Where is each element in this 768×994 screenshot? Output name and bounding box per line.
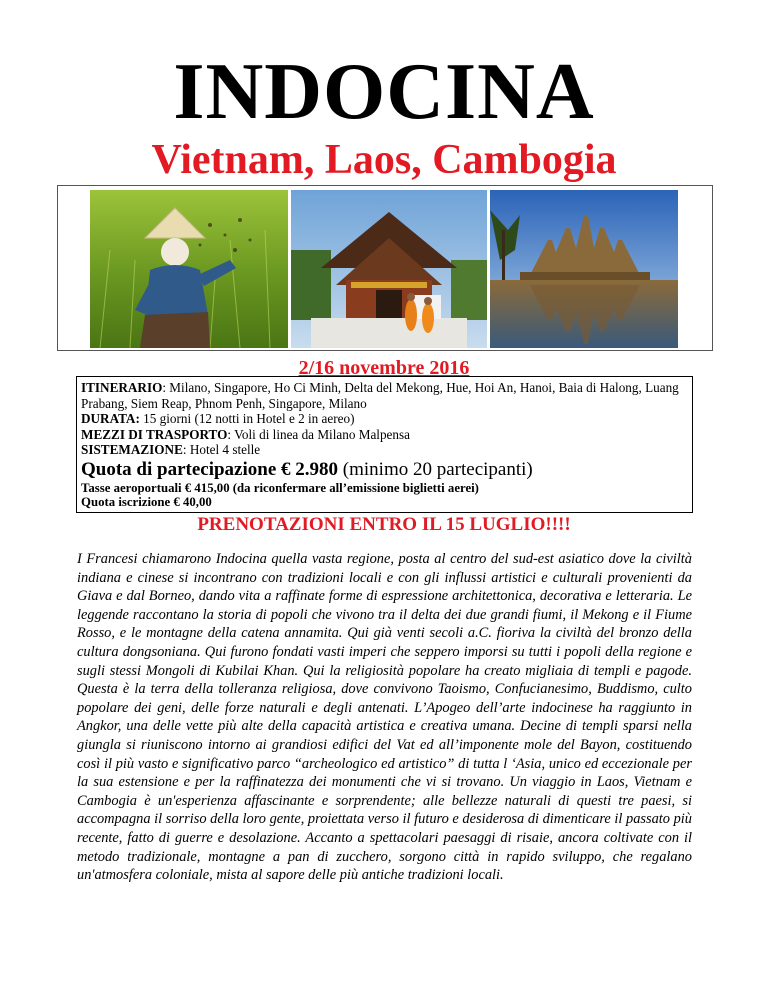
description-paragraph: I Francesi chiamarono Indocina quella vasta regione, posta al centro del sud-est asiatico dove la civiltà indiana e cinese si incontrano con tradizioni locali e con gli influssi artistici e culturali provenienti da Giava e dal Borneo, dando vita a raffinate forme di espressione architettonica, decorativa e letteraria. Le leggende raccontano la storia di popoli che vivono tra il delta dei due grandi fiumi, il Mekong e il Fiume Rosso, e le montagne della catena annamita. Qui già venti secoli a.C. fioriva la civiltà del bronzo della cultura dongsoniana. Qui furono fondati vasti imperi che seppero imporsi su tutti i popoli della regione e sugli stessi Mongoli di Kubilai Khan. Qui la religiosità popolare ha creato migliaia di templi e pagode. Questa è la terra della tolleranza religiosa, dove convivono Taoismo, Confucianesimo, Buddismo, culto popolare dei geni, delle forze naturali e degli antenati. L’Apogeo dell’arte indocinese ha raggiunto in Angkor, una delle vette più alte della capacità artistica e creativa umana. Decine di templi sparsi nella giungla si riuniscono intorno ai grandiosi edifici del Vat ed all’imponente mole del Bayon, costituendo così il più vasto e significativo parco “archeologico ed artistico” di tutta l ‘Asia, unico ed eccezionale per la sua estensione e per la raffinatezza dei monumenti che vi si trovano. Un viaggio in Laos, Vietnam e Cambogia è un'esperienza affascinante e sorprendente; alle bellezze naturali di questi tre paesi, si accompagna il sorriso della loro gente, proiettata verso il futuro e desiderosa di dimenticare il passato più recente, fatto di guerre e desolazione. Accanto a spettacolari paesaggi di risaie, ancora coltivate con il metodo tradizionale, montagne a pan di zucchero, sorgono città in rapido sviluppo, che regalano un'atmosfera coloniale, mista al sapore delle più antiche tradizioni locali. — [77, 551, 692, 884]
accommodation-text: : Hotel 4 stelle — [182, 442, 261, 457]
page-title: INDOCINA — [173, 48, 595, 136]
transport-text: : Voli di linea da Milano Malpensa — [227, 426, 410, 442]
price-label: Quota di partecipazione € 2.980 — [81, 458, 339, 480]
photo-strip — [57, 185, 713, 351]
price-line — [81, 458, 688, 481]
itinerary-label: ITINERARIO — [81, 380, 163, 395]
trip-info-box — [76, 376, 693, 513]
airport-taxes: Tasse aeroportuali € 415,00 (da riconfermare all’emissione biglietti aerei) — [81, 480, 479, 495]
duration-label: DURATA: — [81, 411, 140, 426]
registration-fee: Quota iscrizione € 40,00 — [81, 495, 212, 509]
transport-line — [81, 427, 688, 443]
accommodation-line — [81, 442, 688, 458]
booking-deadline: PRENOTAZIONI ENTRO IL 15 LUGLIO!!!! — [197, 514, 571, 535]
price-note: (minimo 20 partecipanti) — [338, 458, 533, 480]
laos-temple-monks-photo — [291, 190, 487, 348]
angkor-wat-photo — [490, 190, 678, 348]
duration-text: 15 giorni (12 notti in Hotel e 2 in aereo) — [139, 411, 355, 426]
transport-label: MEZZI DI TRASPORTO — [81, 426, 228, 442]
rice-field-farmer-photo — [90, 190, 288, 348]
page-subtitle: Vietnam, Laos, Cambogia — [151, 137, 617, 183]
trip-dates: 2/16 novembre 2016 — [298, 357, 470, 379]
itinerary-line — [81, 380, 688, 411]
itinerary-text: : Milano, Singapore, Ho Ci Minh, Delta del Mekong, Hue, Hoi An, Hanoi, Baia di Halong, Luang Prabang, Siem Reap, Phnom Penh, Singapore, Milano — [81, 380, 679, 411]
duration-line — [81, 411, 688, 427]
accommodation-label: SISTEMAZIONE — [81, 442, 183, 457]
